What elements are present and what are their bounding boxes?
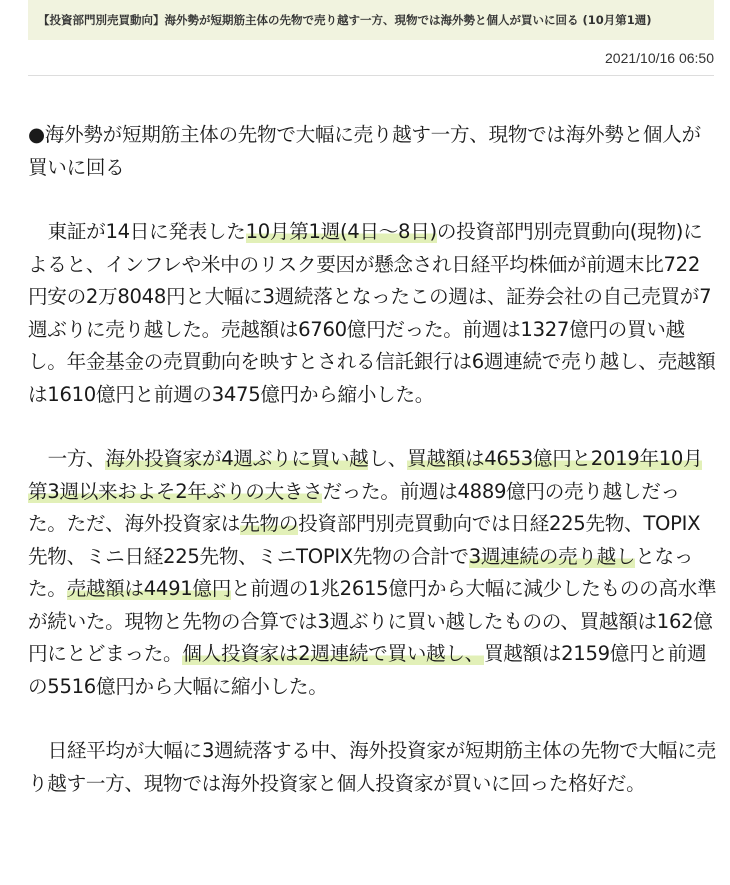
text-segment: 一方、 bbox=[47, 447, 106, 470]
text-segment: 買越額は2159億円と前週の5516億円から大幅に縮小した。 bbox=[28, 642, 707, 698]
text-segment: の投資部門別売買動向(現物)によると、インフレや米中のリスク要因が懸念され日経平均株価が前週末比722円安の2万8048円と大幅に3週続落となったこの週は、証券会社の自己売買が7週ぶりに売り越した。売越額は6760億円だった。前週は1327億円の買い越し。年金基金の売買動向を映すとされる信託銀行は6週連続で売り越し、売越額は1610億円と前週の3475億円から縮小した。 bbox=[28, 220, 716, 406]
text-segment: となった。 bbox=[28, 544, 694, 600]
highlighted-text: 買越額は4653億円と2019年10月第3週以来およそ2年ぶりの大きさ bbox=[28, 447, 703, 503]
paragraph-3: 日経平均が大幅に3週続落する中、海外投資家が短期筋主体の先物で大幅に売り越す一方、現物では海外投資家と個人投資家が買いに回った格好だ。 bbox=[28, 739, 716, 795]
header-divider bbox=[28, 75, 714, 76]
text-segment: 投資部門別売買動向では日経225先物、TOPIX先物、ミニ日経225先物、ミニTOPIX先物の合計で bbox=[28, 512, 701, 568]
publish-timestamp: 2021/10/16 06:50 bbox=[605, 50, 714, 66]
text-segment: し、 bbox=[368, 447, 408, 470]
text-segment: と前週の1兆2615億円から大幅に減少したものの高水準が続いた。現物と先物の合算では3週ぶりに買い越したものの、買越額は162億円にとどまった。 bbox=[28, 577, 717, 665]
article-body bbox=[28, 119, 718, 832]
highlighted-text: 先物の bbox=[240, 512, 299, 535]
article-title-bar bbox=[28, 0, 714, 40]
highlighted-text: 10月第1週(4日〜8日) bbox=[245, 220, 437, 243]
lead-paragraph: ●海外勢が短期筋主体の先物で大幅に売り越す一方、現物では海外勢と個人が買いに回る bbox=[28, 123, 701, 179]
article-title: 【投資部門別売買動向】海外勢が短期筋主体の先物で売り越す一方、現物では海外勢と個人が買いに回る (10月第1週) bbox=[38, 13, 652, 27]
highlighted-text: 個人投資家は2週連続で買い越し、 bbox=[182, 642, 484, 665]
highlighted-text: 売越額は4491億円 bbox=[66, 577, 232, 600]
highlighted-text: 3週連続の売り越し bbox=[468, 544, 636, 568]
text-segment: 東証が14日に発表した bbox=[47, 220, 246, 243]
paragraph-1 bbox=[28, 216, 718, 411]
paragraph-2 bbox=[28, 443, 718, 703]
highlighted-text: 海外投資家が4週ぶりに買い越 bbox=[105, 447, 369, 470]
text-segment: だった。前週は4889億円の売り越しだった。ただ、海外投資家は bbox=[28, 479, 680, 535]
